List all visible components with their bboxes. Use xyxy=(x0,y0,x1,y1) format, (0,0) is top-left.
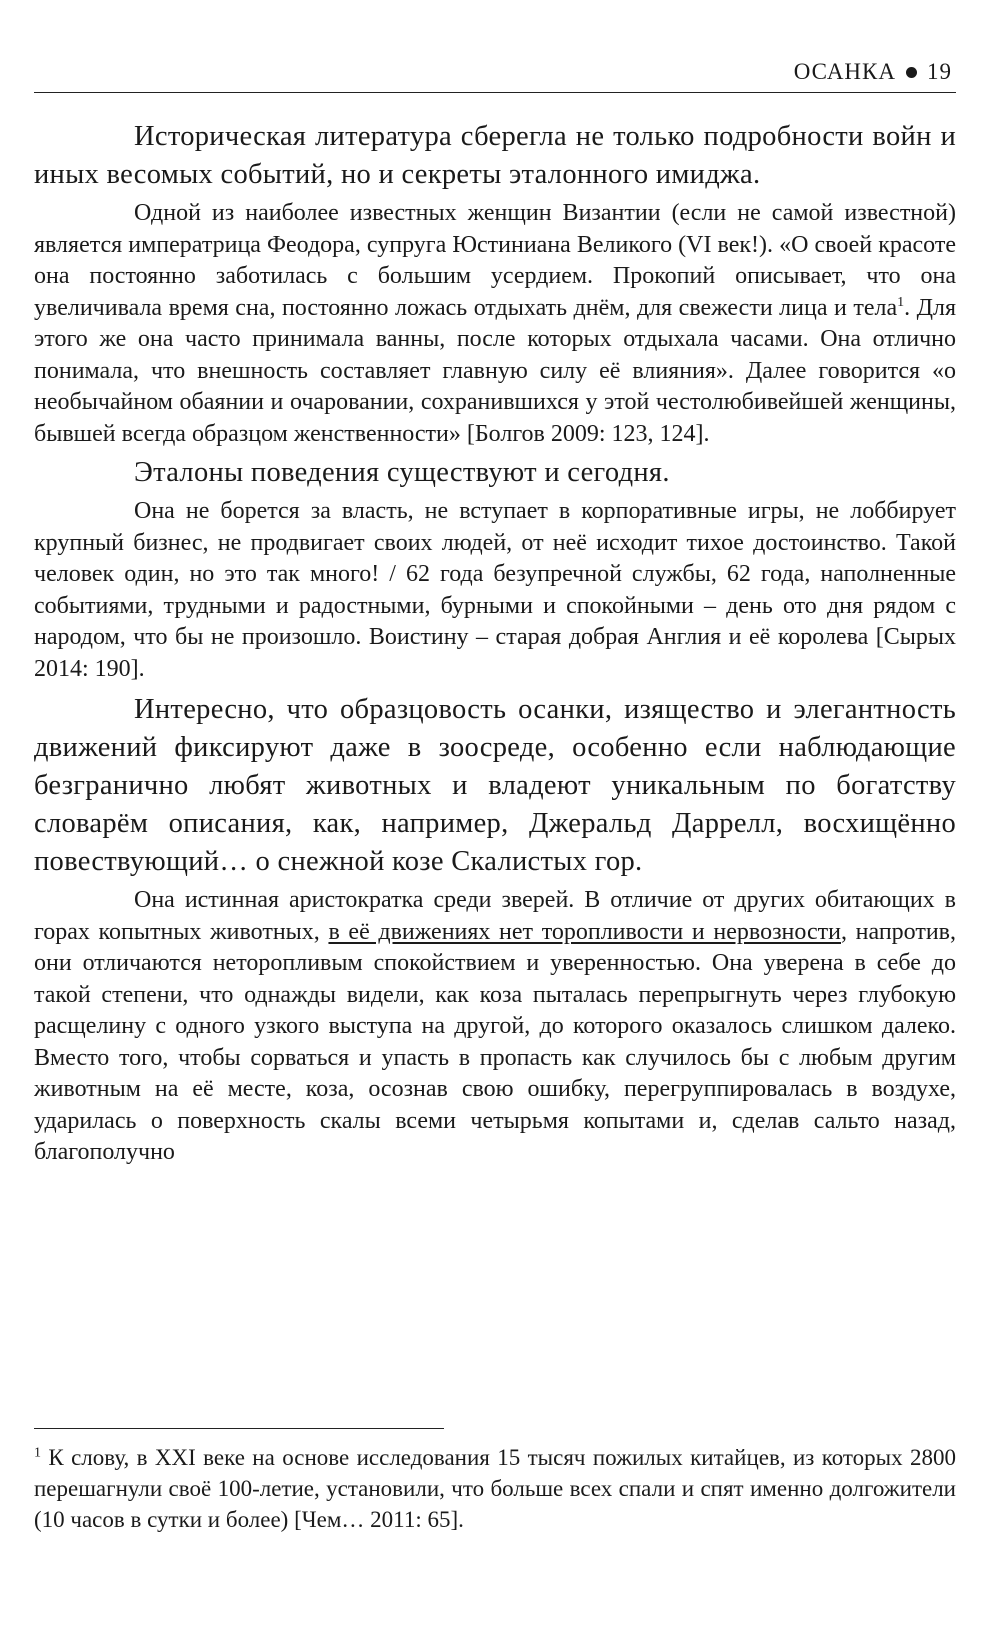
bullet-separator-icon xyxy=(906,67,917,78)
main-text xyxy=(34,118,956,1169)
paragraph-intro: Историческая литература сберегла не только подробности войн и иных весомых событий, но и секреты эталонного имиджа. xyxy=(34,121,956,190)
underlined-phrase: в её движениях нет торопливости и нервозности xyxy=(328,918,841,945)
paragraph-zoo: Интересно, что образцовость осанки, изящество и элегантность движений фиксируют даже в зоосреде, особенно если наблюдающие безгранично любят животных и владеют уникальным по богатству словарём описания, как, например, Джеральд Даррелл, восхищённо повествующий… о снежной козе Скалистых гор. xyxy=(34,694,956,877)
paragraph-standards: Эталоны поведения существуют и сегодня. xyxy=(134,457,670,488)
quote-durrell-part-1: Она истинная аристократка среди зверей. В отличие от других обитающих в горах копытных животных, xyxy=(34,887,956,945)
book-page xyxy=(34,0,956,1642)
footnote-marker: 1 xyxy=(34,1445,41,1461)
footnote-reference: 1 xyxy=(897,294,905,310)
quote-durrell xyxy=(34,885,956,1169)
quote-theodora xyxy=(34,198,956,450)
footnote-divider xyxy=(34,1428,444,1429)
footnote-text: К слову, в XXI веке на основе исследования 15 тысяч пожилых китайцев, из которых 2800 перешагнули своё 100-летие, установили, что больше всех спали и спят именно долгожители (10 часов в сутки и более) [Чем… 2011: 65]. xyxy=(34,1445,956,1532)
quote-theodora-part-2: . Для этого же она часто принимала ванны, после которых отдыхала часами. Она отлично понимала, что внешность составляет главную силу её влияния». Далее говорится «о необычайном обаянии и очаровании, сохранившихся у этой честолюбивейшей женщины, бывшей всегда образцом женственности» [Болгов 2009: 123, 124]. xyxy=(34,294,956,447)
running-header xyxy=(34,52,956,93)
quote-durrell-part-2: , напротив, они отличаются неторопливым спокойствием и уверенностью. Она уверена в себе до такой степени, что однажды видели, как коза пыталась перепрыгнуть через глубокую расщелину с одного узкого выступа на другой, до которого оказалось слишком далеко. Вместо того, чтобы сорваться и упасть в пропасть как случилось бы с любым другим животным на её месте, коза, осознав свою ошибку, перегруппировалась в воздухе, ударилась о поверхность скалы всеми четырьмя копытами и, сделав сальто назад, благополучно xyxy=(34,918,957,1165)
quote-queen: Она не борется за власть, не вступает в корпоративные игры, не лоббирует крупный бизнес, не продвигает своих людей, от неё исходит тихое достоинство. Такой человек один, но это так много! / 62 года безупречной службы, 62 года, наполненные событиями, трудными и радостными, бурными и спокойными – день ото дня рядом с народом, что бы не произошло. Воистину – старая добрая Англия и её королева [Сырых 2014: 190]. xyxy=(34,498,956,682)
footnote xyxy=(34,1442,956,1535)
chapter-title: ОСАНКА xyxy=(793,59,896,84)
page-number: 19 xyxy=(927,59,952,84)
quote-theodora-part-1: Одной из наиболее известных женщин Византии (если не самой известной) является императрица Феодора, супруга Юстиниана Великого (VI век!). «О своей красоте она постоянно заботилась с большим усердием. Прокопий описывает, что она увеличивала время сна, постоянно ложась отдыхать днём, для свежести лица и тела xyxy=(34,200,956,321)
